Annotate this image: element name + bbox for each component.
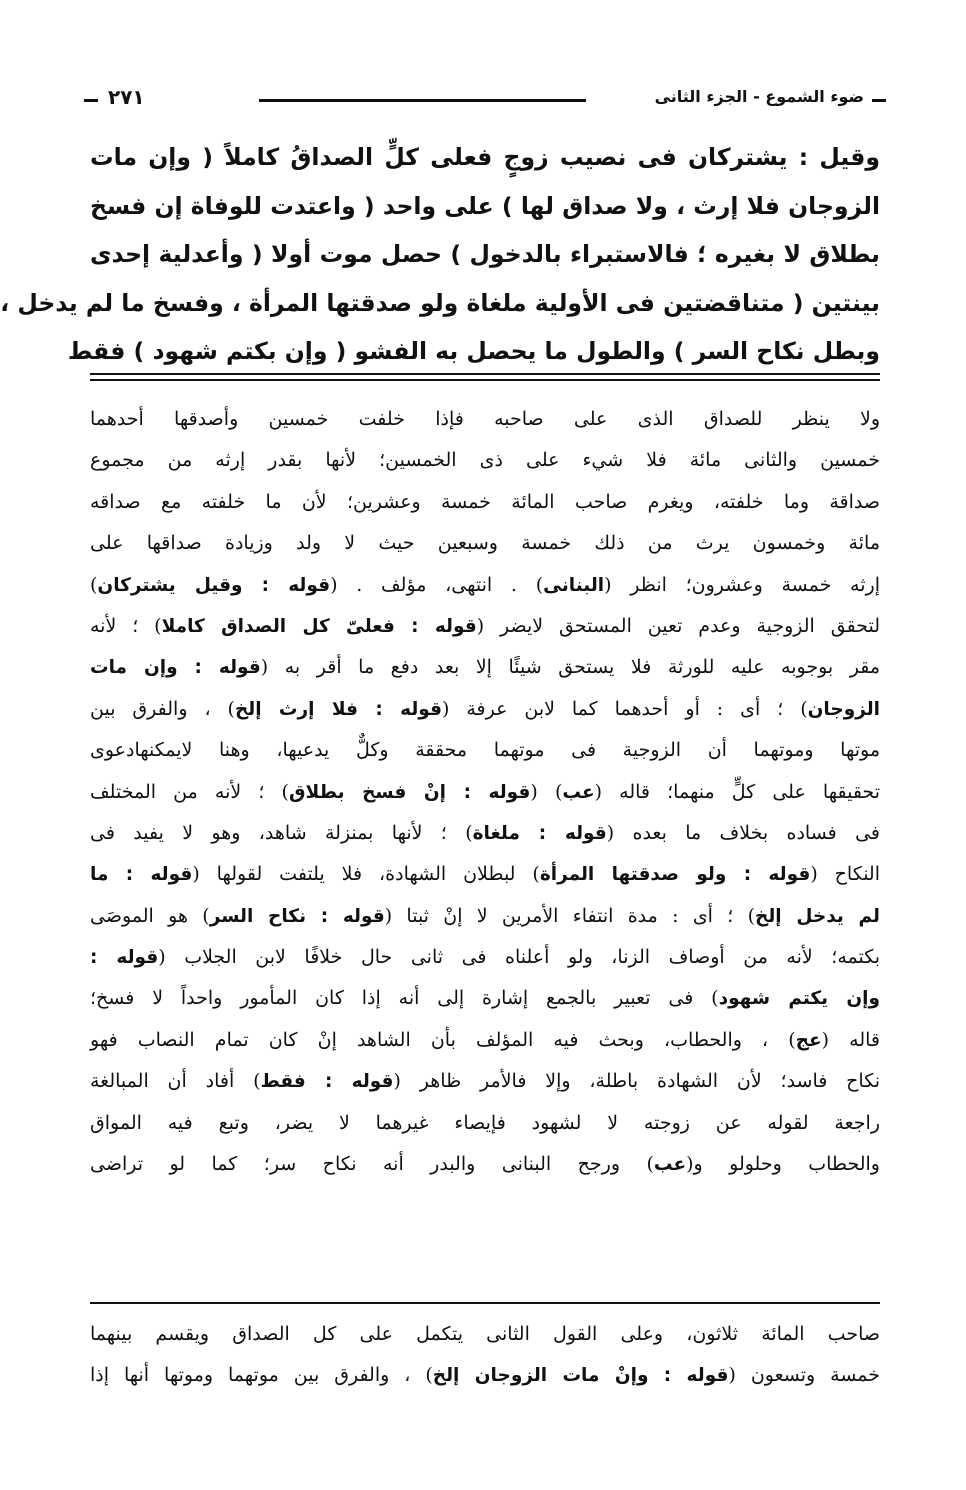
footnote-line xyxy=(90,1314,880,1355)
cited-source: عب xyxy=(653,1154,687,1176)
quoted-phrase: قوله : إنْ فسخ بطلاق xyxy=(288,781,531,803)
quoted-phrase: وإن يكتم شهود xyxy=(718,988,881,1010)
header-rule-middle xyxy=(259,99,586,102)
commentary-line xyxy=(90,937,880,978)
commentary-text-run: مائة وخمسون يرث من ذلك خمسة وسبعين حيث لا ولد وزيادة صداقها على xyxy=(90,532,880,555)
commentary-text-run: ) ؛ أى : أو أحدهما كما لابن عرفة ( xyxy=(441,697,808,720)
running-title: ضوء الشموع - الجزء الثانى xyxy=(654,87,864,106)
main-text-line: الزوجان فلا إرث ، ولا صداق لها ) على واحد ( واعتدت للوفاة إن فسخ xyxy=(90,191,880,220)
quoted-phrase: قوله : ولو صدقتها المرأة xyxy=(539,864,811,886)
quoted-phrase: لم يدخل إلخ xyxy=(755,905,880,927)
commentary-line xyxy=(90,606,880,647)
footnote-text-run: صاحب المائة ثلاثون، وعلى القول الثانى يتكمل على كل الصداق ويقسم بينهما xyxy=(90,1323,880,1345)
commentary-line xyxy=(90,523,880,564)
quoted-phrase: قوله : فعلىّ كل الصداق كاملا xyxy=(161,615,477,637)
commentary-line xyxy=(90,1061,880,1102)
page-header xyxy=(84,84,886,114)
header-rule-left xyxy=(84,99,98,102)
main-text xyxy=(0,133,880,376)
page-number: ٢٧١ xyxy=(108,85,145,109)
commentary-line xyxy=(90,399,880,440)
quoted-phrase: قوله : ملغاة xyxy=(472,822,607,844)
cited-source: عب xyxy=(562,781,595,803)
footnote-divider xyxy=(90,1302,880,1304)
commentary-text-run: راجعة لقوله عن زوجته لا لشهود فإيصاء غيرهما لا يضر، وتبع فيه المواق xyxy=(90,1111,880,1134)
commentary-text-run: النكاح ( xyxy=(810,863,881,886)
quoted-phrase: قوله : ما xyxy=(90,864,193,886)
cited-source: عج xyxy=(795,1029,822,1051)
commentary-text-run: قاله ( xyxy=(821,1028,880,1051)
commentary-line xyxy=(90,647,880,688)
commentary-text-run: والحطاب وحلولو و( xyxy=(686,1153,880,1176)
commentary-line xyxy=(90,689,880,730)
quoted-phrase: قوله : فلا إرث إلخ xyxy=(234,698,442,720)
double-divider xyxy=(90,373,880,381)
quoted-phrase: قوله : فقط xyxy=(260,1071,394,1093)
commentary-text-run: بكتمه؛ لأنه من أوصاف الزنا، ولو أعلناه فى ثانى حال خلافًا لابن الجلاب ( xyxy=(158,946,881,969)
commentary-text-run: ) ؛ لأنها بمنزلة شاهد، وهو لا يفيد فى xyxy=(90,821,473,844)
main-text-line: وبطل نكاح السر ) والطول ما يحصل به الفشو ( وإن بكتم شهود ) فقط xyxy=(67,337,880,365)
commentary-line xyxy=(90,730,880,771)
commentary-text-run: ) فى تعبير بالجمع إشارة إلى أنه إذا كان المأمور واحداً لا فسخ؛ xyxy=(90,987,719,1010)
commentary-line xyxy=(90,1103,880,1144)
footnote-line xyxy=(90,1355,880,1396)
commentary-line xyxy=(90,772,880,813)
commentary-text-run: ) لبطلان الشهادة، فلا يلتفت لقولها ( xyxy=(192,863,540,886)
footnote-text-run: خمسة وتسعون ( xyxy=(728,1364,880,1387)
quoted-phrase: قوله : وإن مات xyxy=(90,657,261,679)
header-rule-right xyxy=(872,99,886,102)
commentary-text-run: لتحقق الزوجية وعدم تعين المستحق لايضر ( xyxy=(476,614,880,637)
commentary-text-run: خمسين والثانى مائة فلا شيء على ذى الخمسين؛ لأنها بقدر إرثه من مجموع xyxy=(90,449,880,472)
commentary-text-run: ) ؛ لأنه من المختلف xyxy=(90,780,289,803)
commentary-line xyxy=(90,440,880,481)
commentary-text-run: ) ، والفرق بين xyxy=(90,697,235,720)
commentary-line xyxy=(90,1020,880,1061)
commentary-line xyxy=(90,978,880,1019)
quoted-phrase: الزوجان xyxy=(807,698,881,720)
main-text-line: بطلاق لا بغيره ؛ فالاستبراء بالدخول ) حصل موت أولا ( وأعدلية إحدى xyxy=(90,240,880,268)
commentary-text xyxy=(90,399,880,1185)
commentary-text-run: مقر بوجوبه عليه للورثة فلا يستحق شيئًا إلا بعد دفع ما أقر به ( xyxy=(260,656,880,679)
quoted-phrase: قوله : وقيل يشتركان xyxy=(97,574,331,596)
commentary-line xyxy=(90,896,880,937)
footnote-text xyxy=(90,1314,880,1397)
commentary-text-run: ) ؛ أى : مدة انتفاء الأمرين لا إنْ ثبتا ( xyxy=(384,904,756,927)
quoted-phrase: قوله : xyxy=(90,947,159,969)
commentary-line xyxy=(90,565,880,606)
footnote-text-run: ) ، والفرق بين موتهما وموتها أنها إذا xyxy=(90,1364,433,1387)
commentary-line xyxy=(90,854,880,895)
commentary-line xyxy=(90,482,880,523)
commentary-text-run: موتها وموتهما أن الزوجية فى موتهما محققة وكلٌّ يدعيها، وهنا لايمكنهادعوى xyxy=(90,739,880,762)
commentary-text-run: ) ، والحطاب، وبحث فيه المؤلف بأن الشاهد إنْ كان تمام النصاب فهو xyxy=(90,1028,796,1051)
commentary-text-run: ) أفاد أن المبالغة xyxy=(90,1070,261,1093)
cited-source: البنانى xyxy=(543,574,605,596)
commentary-text-run: ) ورجح البنانى والبدر أنه نكاح سر؛ كما لو تراضى xyxy=(90,1153,654,1176)
quoted-phrase: قوله : نكاح السر xyxy=(209,905,385,927)
main-text-line: بينتين ( متناقضتين فى الأولية ملغاة ولو صدقتها المرأة ، وفسخ ما لم يدخل ، xyxy=(0,288,880,317)
quoted-phrase: قوله : وإنْ مات الزوجان إلخ xyxy=(432,1365,729,1387)
commentary-text-run: ) xyxy=(90,573,98,596)
commentary-text-run: فى فساده بخلاف ما بعده ( xyxy=(606,821,881,844)
commentary-text-run: ) هو الموصَى xyxy=(90,904,210,927)
commentary-text-run: نكاح فاسد؛ لأن الشهادة باطلة، وإلا فالأمر ظاهر ( xyxy=(393,1070,880,1093)
commentary-text-run: إرثه خمسة وعشرون؛ انظر ( xyxy=(604,573,880,596)
commentary-line xyxy=(90,1144,880,1185)
commentary-text-run: ولا ينظر للصداق الذى على صاحبه فإذا خلفت خمسين وأصدقها أحدهما xyxy=(90,408,880,430)
commentary-text-run: صداقة وما خلفته، ويغرم صاحب المائة خمسة وعشرين؛ لأن ما خلفته مع صداقه xyxy=(90,490,880,513)
commentary-text-run: ) ( xyxy=(530,780,563,803)
main-text-line: وقيل : يشتركان فى نصيب زوجٍ فعلى كلٍّ الصداقُ كاملاً ( وإن مات xyxy=(90,143,880,171)
commentary-line xyxy=(90,813,880,854)
commentary-text-run: تحقيقها على كلٍّ منهما؛ قاله ( xyxy=(594,780,880,803)
commentary-text-run: ) ؛ لأنه xyxy=(90,614,162,637)
commentary-text-run: ) . انتهى، مؤلف . ( xyxy=(330,573,544,596)
